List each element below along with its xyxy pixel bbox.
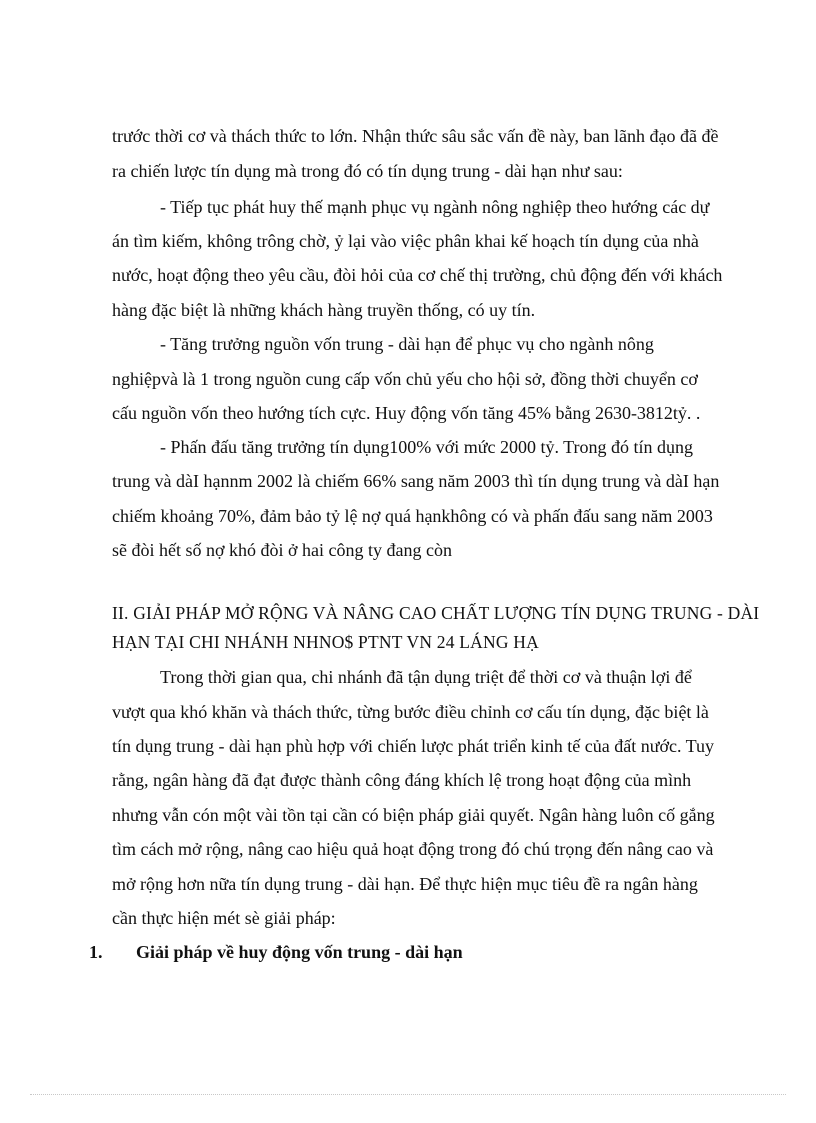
- bullet-line: sẽ đòi hết số nợ khó đòi ở hai công ty đang còn: [112, 540, 452, 560]
- body-line: mở rộng hơn nữa tín dụng trung - dài hạn. Để thực hiện mục tiêu đề ra ngân hàng: [112, 874, 698, 894]
- numbered-heading-text: Giải pháp về huy động vốn trung - dài hạn: [136, 942, 463, 962]
- body-line: Trong thời gian qua, chi nhánh đã tận dụng triệt để thời cơ và thuận lợi để: [160, 667, 692, 687]
- bullet-line: nghiệpvà là 1 trong nguồn cung cấp vốn chủ yếu cho hội sở, đồng thời chuyển cơ: [112, 369, 698, 389]
- intro-line: ra chiến lược tín dụng mà trong đó có tín dụng trung - dài hạn như sau:: [112, 161, 623, 181]
- intro-line: trước thời cơ và thách thức to lớn. Nhận thức sâu sắc vấn đề này, ban lãnh đạo đã đề: [112, 126, 719, 146]
- bullet-line: - Tăng trưởng nguồn vốn trung - dài hạn để phục vụ cho ngành nông: [160, 334, 654, 354]
- section-heading-line: HẠN TẠI CHI NHÁNH NHNO$ PTNT VN 24 LÁNG HẠ: [112, 632, 539, 652]
- body-line: tín dụng trung - dài hạn phù hợp với chiến lược phát triển kinh tế của đất nước. Tuy: [112, 736, 714, 756]
- bullet-line: án tìm kiếm, không trông chờ, ỷ lại vào việc phân khai kế hoạch tín dụng của nhà: [112, 231, 699, 251]
- body-line: tìm cách mở rộng, nâng cao hiệu quả hoạt động trong đó chú trọng đến nâng cao và: [112, 839, 714, 859]
- bullet-line: - Phấn đấu tăng trưởng tín dụng100% với mức 2000 tỷ. Trong đó tín dụng: [160, 437, 694, 457]
- page-bottom-divider: [30, 1094, 786, 1095]
- body-line: rằng, ngân hàng đã đạt được thành công đáng khích lệ trong hoạt động của mình: [112, 770, 692, 790]
- bullet-line: chiếm khoảng 70%, đảm bảo tỷ lệ nợ quá hạnkhông có và phấn đấu sang năm 2003: [112, 506, 713, 526]
- bullet-line: hàng đặc biệt là những khách hàng truyền thống, có uy tín.: [112, 300, 536, 320]
- bullet-line: - Tiếp tục phát huy thế mạnh phục vụ ngành nông nghiệp theo hướng các dự: [160, 197, 710, 217]
- numbered-heading-number: 1.: [89, 942, 103, 962]
- section-heading-line: II. GIẢI PHÁP MỞ RỘNG VÀ NÂNG CAO CHẤT LƯỢNG TÍN DỤNG TRUNG - DÀI: [112, 603, 760, 623]
- body-line: vượt qua khó khăn và thách thức, từng bước điều chỉnh cơ cấu tín dụng, đặc biệt là: [112, 702, 709, 722]
- bullet-line: cấu nguồn vốn theo hướng tích cực. Huy động vốn tăng 45% bằng 2630-3812tỷ. .: [112, 403, 701, 423]
- body-line: nhưng vẫn cón một vài tồn tại cần có biện pháp giải quyết. Ngân hàng luôn cố gắng: [112, 805, 715, 825]
- bullet-line: nước, hoạt động theo yêu cầu, đòi hỏi của cơ chế thị trường, chủ động đến với khách: [112, 265, 723, 285]
- bullet-line: trung và dàI hạnnm 2002 là chiếm 66% sang năm 2003 thì tín dụng trung và dàI hạn: [112, 471, 720, 491]
- body-line: cần thực hiện mét sè giải pháp:: [112, 908, 336, 928]
